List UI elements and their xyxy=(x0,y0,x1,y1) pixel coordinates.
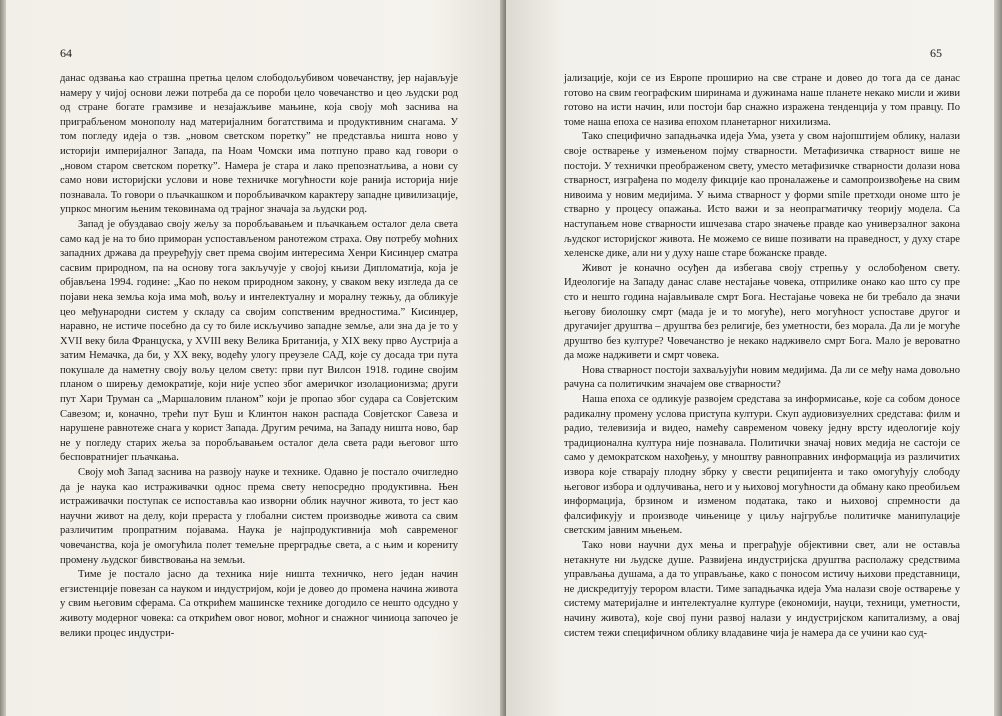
paragraph: Своју моћ Запад заснива на развоју науке и технике. Одавно је постало очигледно да је наука као истраживачки однос према свету непосредно продуктивна. Њен истраживачки поступак се испоставља као изворни облик научног живота, то јест као научни живот на делу, који прераста у глобални систем производње живота са свим различитим пропратним појавама. Наука је најпродуктивнија моћ савременог човечанства, која је омогућила полет темељне прерградње света, а с њим и корениту промену људског бивствовања на земљи. xyxy=(60,467,458,566)
paragraph: Тако нови научни дух мења и преграђује објективни свет, али не оставља нетакнуте ни људске душе. Развијена индустријска друштва располажу средствима управљања душама, а да то управљање, како с поносом истичу њихови представници, не дискредитују терором власти. Тиме западњачка идеја Ума налази своје остварење у систему материјалне и интелектуалне културе (економији, науци, техници, уметности, начину живота), које свој пуни развој налази у индустријском капитализму, а овај систем тежи специфичном облику владавине чија је намера да се учини као суд- xyxy=(564,540,960,639)
right-page xyxy=(506,0,1002,716)
paragraph: Наша епоха се одликује развојем средстава за информисање, које са собом доносе радикалну промену услова приступа култури. Скуп аудиовизуелних средстава: филм и радио, телевизија и видео, намећу савременом човеку једну врсту идеологије коју традиционална култура није познавала. Политички значај нових медија не састоји се само у демократском нахођењу, у мноштву равноправних информација из различитих извора које стварају плодну збрку у свести реципијента и тако омогућују слободу његовог избора и одлучивања, него и у њиховој могућности да обману како преобиљем информација, брзином и изменом података, тако и њиховој спремности да фалсификују и производе чињенице у циљу најгрубље политичке манипулације светским јавним мњењем. xyxy=(564,394,960,537)
right-page-text xyxy=(564,72,960,641)
paragraph: Тако специфично западњачка идеја Ума, узета у свом најопштијем облику, налази своје остварење у измењеном појму стварности. Метафизичка стварност више не постоји. У технички преображеном свету, уместо метафизичке стварности долази нова стварност, изграђена по моделу фикције као проналажење и самопроизвођење на свим нивоима у новим медијима. У њима стварност у форми smile претходи ономе што је стварно у процесу опажања. Исто важи и за неопрагматичку теорију модела. Са наступањем нове стварности ишчезава старо значење правде као универзалног закона људског историјског живота. Не можемо се више позивати на праведност, у духу старе хеленске дике, али ни у духу наше старе божанске правде. xyxy=(564,131,960,260)
paragraph: Нова стварност постоји захваљујући новим медијима. Да ли се међу нама довољно рачуна са политичким значајем ове стварности? xyxy=(564,364,960,391)
page-edge-right xyxy=(994,0,1002,716)
paragraph: јализације, који се из Европе проширио на све стране и довео до тога да се данас готово на свим географским ширинама и дужинама наше планете некако мисли и живи готово на исти начин, или постоји бар снажно изражена тенденција у том правцу. По томе наша епоха се назива епохом планетарног нихилизма. xyxy=(564,73,960,128)
paragraph: данас одзвања као страшна претња целом слободољубивом човечанству, јер најављује намеру у чијој основи лежи потреба да се пороби цело човечанство и цео људски род од стране богате грамзиве и незајажљиве мањине, која своју моћ заснива на пригрaбљеном монополу над материјалним богатствима и продуктивним снагама. У том погледу идеја о тзв. „новом светском поретку” не представља ништа ново у историји империјалног Запада, па Ноам Чомски има потпуно право кад говори о „новом старом светском поретку”. Намера је стара и лако препознатљива, а нови су само нови историјски услови и нове техничке могућности које ранија историја није познавала. То говори о пљачкашком и поробљивачком карактеру западне цивилизације, упркос многим њеним тековинама од трајног значаја за људски род. xyxy=(60,73,458,216)
page-number-left: 64 xyxy=(60,46,72,60)
left-page-text xyxy=(60,72,458,641)
paragraph: Живот је коначно осуђен да избегава своју стрепњу у ослобођеном свету. Идеологије на Западу данас славе нестајање човека, отприлике онако као што су пре сто и нешто година најављивале смрт Бога. Нестајање човека не би требало да значи његову биолошку смрт (мада је и то могуће), него могућност успоставе другог и другачијег друштва – друштва без религије, без уметности, без морала. Да ли је могуће друштво без културе? Човечанство је некако надживело смрт Бога. Мало је вероватно да може надживети и смрт човека. xyxy=(564,262,960,362)
paragraph: Запад је обуздавао своју жељу за поробљавањем и пљачкањем осталог дела света само кад је на то био приморан успостављеном ранотежом страха. Ову потребу моћних западних држава да преуређују свет према својим интересима Хенри Кисинџер сматра сасвим природном, па на основу тога закључује у својој књизи Дипломатија, која је објављена 1994. године: „Као по неком природном закону, у сваком веку изгледа да се појави нека земља која има моћ, вољу и интелектуалну и моралну тежњу, да обликује цео међународни систем у складу са својим сопственим вредностима.” Кисинџер, наравно, не истиче посебно да су то биле искључиво западне земље, али зна да је то у XVII веку била Француска, у XVIII веку Велика Британија, у XIX веку прво Аустрија а затим Немачка, да би, у XX веку, водећу улогу преузеле САД, које су досада три пута покушале да наметну своју вољу целом свету: први пут Вилсон 1918. године својим планом о ширењу демократије, који није успео због америчког изолационизма; други пут Хари Труман са „Маршаловим планом” који је пропао због судара са Совјетским Савезом; и, коначно, трећи пут Буш и Клинтон након распада Совјетског Савеза и нарушене равнотеже снага у корист Запада. Другим речима, на Западу ништа ново, бар не у погледу старих жеља за поробљавањем осталог дела света ради његовог што бесповратнијег пљачкања. xyxy=(60,218,458,464)
paragraph: Тиме је постало јасно да техника није ништа техничко, него један начин егзистенције повезан са науком и индустријом, који је довео до промена начина живота у свим његовим сферама. Са открићем машинске технике догодило се нешто одсудно у животу модерног човека: са открићем овог новог, моћног и снажног чиниоца започео је велики процес индустри- xyxy=(60,569,458,639)
page-number-right: 65 xyxy=(930,46,942,60)
page-edge-left xyxy=(0,0,6,716)
